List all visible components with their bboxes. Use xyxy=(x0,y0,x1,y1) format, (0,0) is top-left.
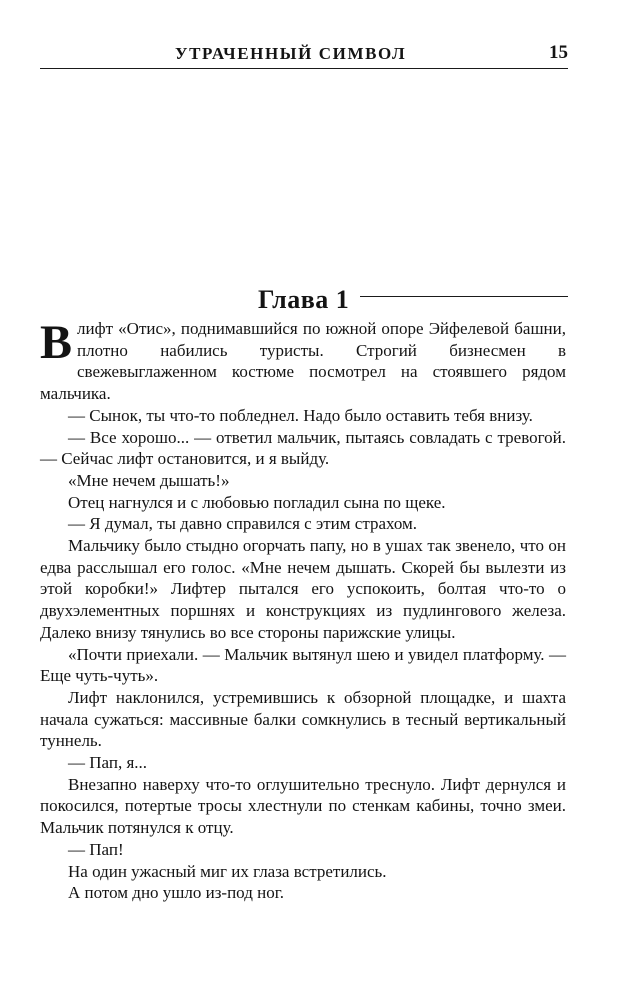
chapter-body xyxy=(40,318,566,904)
paragraph-9: Лифт наклонился, устремившись к обзорной площадке, и шахта начала сужаться: массивные балки сомкнулись в тесный вертикальный туннель. xyxy=(40,687,566,751)
paragraph-5: Отец нагнулся и с любовью погладил сына по щеке. xyxy=(68,492,446,512)
paragraph-4: «Мне нечем дышать!» xyxy=(68,470,230,490)
paragraph-1-text: лифт «Отис», поднимавшийся по южной опоре Эйфелевой башни, плотно набились туристы. Строгий бизнесмен в свежевыглаженном костюме посмотрел на стоявшего рядом мальчика. xyxy=(40,319,566,404)
paragraph-1 xyxy=(40,318,566,405)
chapter-rule xyxy=(360,296,568,297)
paragraph-7: Мальчику было стыдно огорчать папу, но в ушах так звенело, что он едва расслышал его голос. «Мне нечем дышать. Скорей бы вылезти из этой коробки!» Лифтер пытался его успокоить, болтая что-то о двухэлементных поршнях и конструкциях из пудлингового железа. Далеко внизу тянулись во все стороны парижские улицы. xyxy=(40,536,566,642)
paragraph-10: — Пап, я... xyxy=(68,753,148,773)
book-title: УТРАЧЕННЫЙ СИМВОЛ xyxy=(175,44,407,63)
paragraph-8: «Почти приехали. — Мальчик вытянул шею и увидел платформу. — Еще чуть-чуть». xyxy=(40,644,566,686)
running-head xyxy=(40,40,568,69)
paragraph-12: — Пап! xyxy=(68,839,124,859)
paragraph-13: На один ужасный миг их глаза встретились. xyxy=(68,861,387,881)
drop-cap: В xyxy=(40,316,73,369)
paragraph-2: — Сынок, ты что-то побледнел. Надо было оставить тебя внизу. xyxy=(68,405,533,425)
paragraph-3: — Все хорошо... — ответил мальчик, пытаясь совладать с тревогой. — Сейчас лифт остановится, и я выйду. xyxy=(40,427,566,469)
chapter-title: Глава 1 xyxy=(258,285,350,315)
page-number: 15 xyxy=(549,42,568,63)
paragraph-11: Внезапно наверху что-то оглушительно треснуло. Лифт дернулся и покосился, потертые тросы хлестнули по стенкам кабины, точно змеи. Мальчик потянулся к отцу. xyxy=(40,774,566,838)
paragraph-6: — Я думал, ты давно справился с этим страхом. xyxy=(68,514,418,534)
paragraph-14: А потом дно ушло из-под ног. xyxy=(68,883,284,903)
